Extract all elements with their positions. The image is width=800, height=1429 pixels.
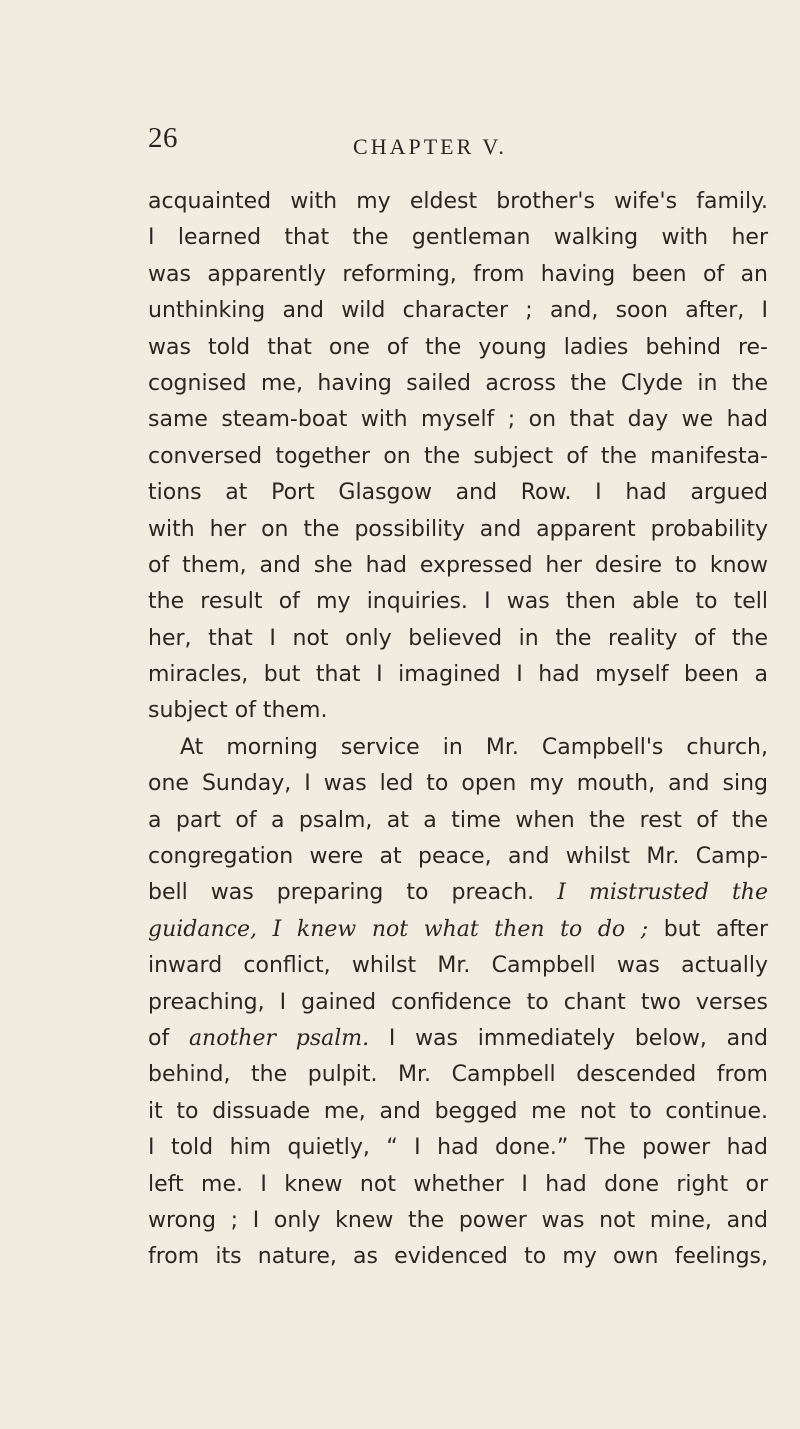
text-line	[148, 912, 768, 948]
text-line: one Sunday, I was led to open my mouth, and sing	[148, 771, 768, 797]
text-line: it to dissuade me, and begged me not to continue.	[148, 1098, 768, 1124]
text-line: wrong ; I only knew the power was not mine, and	[148, 1207, 768, 1233]
text-line: preaching, I gained confidence to chant two verses	[148, 989, 768, 1015]
text-line: At morning service in Mr. Campbell's church,	[180, 734, 768, 760]
page-number: 26	[148, 122, 178, 154]
text-line: same steam-boat with myself ; on that day we had	[148, 407, 768, 433]
text-line: congregation were at peace, and whilst Mr. Camp-	[148, 844, 768, 870]
italic-text-run: I mistrusted the	[557, 880, 768, 906]
text-line: the result of my inquiries. I was then able to tell	[148, 589, 768, 615]
text-line: with her on the possibility and apparent probability	[148, 516, 768, 542]
body-text	[148, 184, 768, 1276]
text-line: conversed together on the subject of the manifesta-	[148, 443, 768, 469]
text-run: I was immediately below, and	[369, 1025, 768, 1051]
text-line: was apparently reforming, from having been of an	[148, 261, 768, 287]
italic-text-run: another psalm.	[188, 1025, 370, 1051]
text-line: I learned that the gentleman walking with her	[148, 225, 768, 251]
text-line: miracles, but that I imagined I had myself been a	[148, 662, 768, 688]
text-line: subject of them.	[148, 698, 328, 724]
text-line: of them, and she had expressed her desire to know	[148, 552, 768, 578]
text-line: a part of a psalm, at a time when the rest of the	[148, 807, 768, 833]
text-line: acquainted with my eldest brother's wife's family.	[148, 189, 768, 214]
text-run: of	[148, 1025, 189, 1051]
text-run: but after	[648, 916, 768, 942]
text-line: tions at Port Glasgow and Row. I had argued	[148, 480, 768, 506]
italic-text-run: guidance, I knew not what then to do ;	[148, 916, 649, 942]
text-line	[148, 875, 768, 911]
text-line: her, that I not only believed in the reality of the	[148, 625, 768, 651]
text-line: was told that one of the young ladies behind re-	[148, 334, 768, 360]
text-run: bell was preparing to preach.	[148, 880, 558, 906]
running-head: CHAPTER V.	[353, 134, 507, 159]
text-line: cognised me, having sailed across the Clyde in the	[148, 370, 768, 396]
text-line: I told him quietly, “ I had done.” The power had	[148, 1135, 768, 1161]
text-line	[148, 1021, 768, 1057]
text-line: behind, the pulpit. Mr. Campbell descended from	[148, 1062, 768, 1088]
text-line: left me. I knew not whether I had done right or	[148, 1171, 768, 1197]
text-line: from its nature, as evidenced to my own feelings,	[148, 1244, 768, 1270]
text-line: inward conflict, whilst Mr. Campbell was actually	[148, 953, 768, 979]
text-line: unthinking and wild character ; and, soon after, I	[148, 298, 768, 324]
